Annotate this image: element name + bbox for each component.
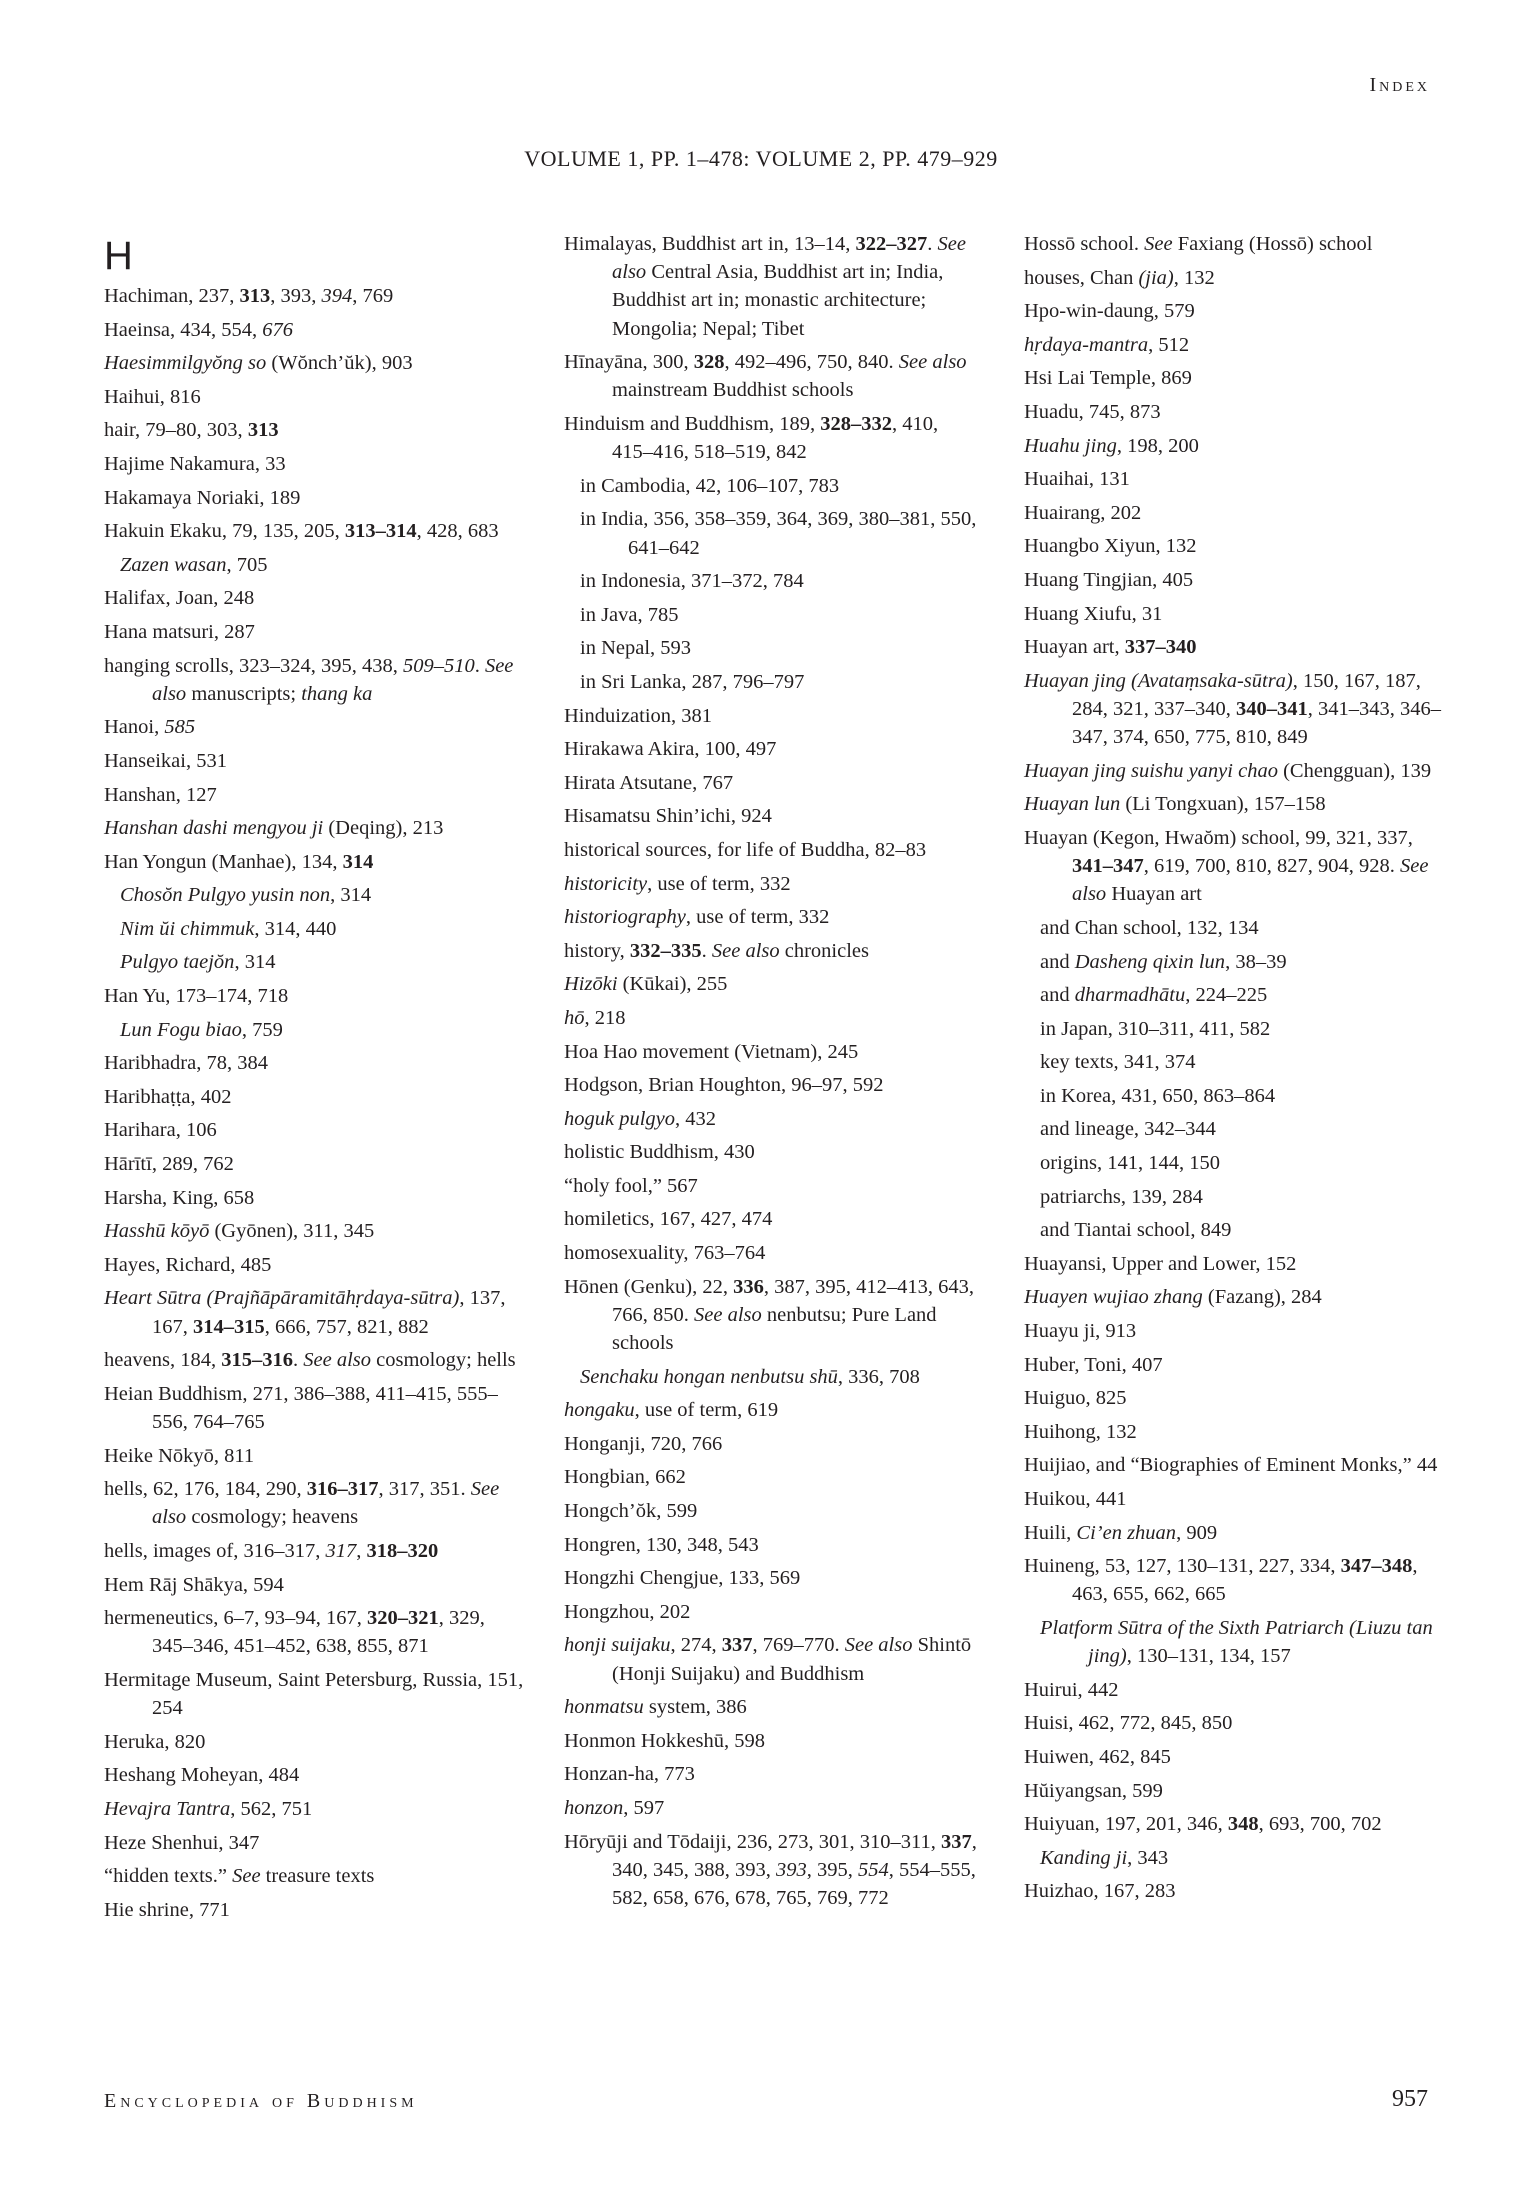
index-subentry: Chosŏn Pulgyo yusin non, 314 bbox=[120, 884, 372, 907]
index-entry: honmatsu system, 386 bbox=[564, 1696, 747, 1719]
page-number: 957 bbox=[1392, 2086, 1428, 2112]
index-entry: Halifax, Joan, 248 bbox=[104, 587, 255, 610]
index-entry: Hermitage Museum, Saint Petersburg, Russia, 151, 254 bbox=[104, 1668, 524, 1720]
index-entry: Haribhadra, 78, 384 bbox=[104, 1052, 268, 1075]
index-entry: Huineng, 53, 127, 130–131, 227, 334, 347–348, 463, 655, 662, 665 bbox=[1024, 1555, 1418, 1606]
index-entry: Huadu, 745, 873 bbox=[1024, 400, 1161, 423]
index-subentry: and Tiantai school, 849 bbox=[1040, 1219, 1232, 1242]
index-entry: Hakuin Ekaku, 79, 135, 205, 313–314, 428, 683 bbox=[104, 520, 499, 543]
index-entry: Huirui, 442 bbox=[1024, 1678, 1119, 1701]
index-entry: honzon, 597 bbox=[564, 1796, 665, 1819]
index-entry: Huber, Toni, 407 bbox=[1024, 1353, 1163, 1376]
index-entry: hermeneutics, 6–7, 93–94, 167, 320–321, 329, 345–346, 451–452, 638, 855, 871 bbox=[104, 1607, 485, 1658]
index-entry: houses, Chan (jia), 132 bbox=[1024, 266, 1215, 289]
index-entry: Hongren, 130, 348, 543 bbox=[564, 1533, 759, 1556]
index-entry: Hpo-win-daung, 579 bbox=[1024, 300, 1195, 323]
index-entry: Hongch’ŏk, 599 bbox=[564, 1500, 698, 1523]
index-entry: Heze Shenhui, 347 bbox=[104, 1831, 260, 1854]
index-entry: Huayan (Kegon, Hwaŏm) school, 99, 321, 337, 341–347, 619, 700, 810, 827, 904, 928. See also Huayan art bbox=[1024, 826, 1429, 906]
index-entry: Honmon Hokkeshū, 598 bbox=[564, 1729, 766, 1752]
index-entry: Huayan jing suishu yanyi chao (Chengguan), 139 bbox=[1024, 759, 1432, 782]
index-entry: Hongzhou, 202 bbox=[564, 1600, 691, 1623]
index-entry: Hsi Lai Temple, 869 bbox=[1024, 367, 1192, 390]
index-entry: Huang Tingjian, 405 bbox=[1024, 568, 1194, 591]
index-subentry: and dharmadhātu, 224–225 bbox=[1040, 984, 1268, 1007]
index-subentry: patriarchs, 139, 284 bbox=[1040, 1185, 1203, 1208]
index-entry: Huayan art, 337–340 bbox=[1024, 636, 1197, 659]
index-subentry: in Indonesia, 371–372, 784 bbox=[580, 570, 804, 593]
index-entry: Hōnen (Genku), 22, 336, 387, 395, 412–413, 643, 766, 850. See also nenbutsu; Pure Land schools bbox=[564, 1275, 974, 1355]
index-entry: Huaihai, 131 bbox=[1024, 468, 1130, 491]
index-subentry: Senchaku hongan nenbutsu shū, 336, 708 bbox=[580, 1365, 920, 1388]
index-entry: Huiyuan, 197, 201, 346, 348, 693, 700, 702 bbox=[1024, 1813, 1382, 1836]
index-subentry: and Chan school, 132, 134 bbox=[1040, 916, 1259, 939]
index-entry: Hanoi, 585 bbox=[104, 716, 196, 739]
index-entry: Haesimmilgyŏng so (Wŏnch’ŭk), 903 bbox=[104, 352, 413, 375]
index-entry: Hossō school. See Faxiang (Hossō) school bbox=[1024, 233, 1373, 255]
section-letter: H bbox=[104, 234, 133, 278]
index-entry: Hachiman, 237, 313, 393, 394, 769 bbox=[104, 285, 394, 307]
index-entry: homiletics, 167, 427, 474 bbox=[564, 1208, 773, 1231]
index-entry: Huayan lun (Li Tongxuan), 157–158 bbox=[1024, 793, 1326, 816]
index-entry: Huangbo Xiyun, 132 bbox=[1024, 535, 1197, 558]
index-entry: Hem Rāj Shākya, 594 bbox=[104, 1573, 284, 1596]
index-entry: Huairang, 202 bbox=[1024, 501, 1142, 524]
index-entry: Hīnayāna, 300, 328, 492–496, 750, 840. See also mainstream Buddhist schools bbox=[564, 351, 967, 402]
index-entry: Himalayas, Buddhist art in, 13–14, 322–327. See also Central Asia, Buddhist art in; India, Buddhist art in; monastic architecture; Mongolia; Nepal; Tibet bbox=[564, 233, 966, 340]
index-entry: Haihui, 816 bbox=[104, 385, 201, 408]
index-entry: honji suijaku, 274, 337, 769–770. See also Shintō (Honji Suijaku) and Buddhism bbox=[564, 1634, 972, 1685]
index-entry: Hārītī, 289, 762 bbox=[104, 1153, 234, 1176]
index-entry: Hevajra Tantra, 562, 751 bbox=[104, 1797, 313, 1820]
index-entry: Huiguo, 825 bbox=[1024, 1387, 1127, 1410]
index-entry: Hongbian, 662 bbox=[564, 1466, 686, 1489]
index-entry: hells, 62, 176, 184, 290, 316–317, 317, 351. See also cosmology; heavens bbox=[104, 1478, 500, 1529]
index-entry: Hizōki (Kūkai), 255 bbox=[564, 973, 728, 996]
index-entry: Hinduism and Buddhism, 189, 328–332, 410, 415–416, 518–519, 842 bbox=[564, 413, 939, 464]
index-entries-col-2 bbox=[564, 230, 984, 1912]
index-entry: Huijiao, and “Biographies of Eminent Monks,” 44 bbox=[1024, 1454, 1438, 1477]
index-subentry: origins, 141, 144, 150 bbox=[1040, 1152, 1220, 1175]
index-subentry: in Nepal, 593 bbox=[580, 637, 692, 660]
index-entry: Hŭiyangsan, 599 bbox=[1024, 1779, 1163, 1802]
index-entry: Huayen wujiao zhang (Fazang), 284 bbox=[1024, 1286, 1322, 1309]
index-entry: hair, 79–80, 303, 313 bbox=[104, 419, 279, 442]
index-subentry: Zazen wasan, 705 bbox=[120, 553, 268, 576]
index-entry: Hōryūji and Tōdaiji, 236, 273, 301, 310–311, 337, 340, 345, 388, 393, 393, 395, 554, 554–555, 582, 658, 676, 678, 765, 769, 772 bbox=[564, 1830, 977, 1909]
index-entry: Huayan jing (Avataṃsaka-sūtra), 150, 167, 187, 284, 321, 337–340, 340–341, 341–343, 346–347, 374, 650, 775, 810, 849 bbox=[1024, 669, 1441, 749]
index-subentry: Pulgyo taejŏn, 314 bbox=[120, 951, 276, 974]
index-entry: historiography, use of term, 332 bbox=[564, 906, 830, 929]
index-entry: Hirata Atsutane, 767 bbox=[564, 771, 734, 794]
index-entry: hells, images of, 316–317, 317, 318–320 bbox=[104, 1540, 439, 1562]
index-subentry: in Korea, 431, 650, 863–864 bbox=[1040, 1084, 1276, 1107]
index-subentry: in Java, 785 bbox=[580, 603, 679, 626]
index-subentry: and lineage, 342–344 bbox=[1040, 1118, 1216, 1141]
index-column-3 bbox=[1024, 230, 1444, 1911]
index-entry: holistic Buddhism, 430 bbox=[564, 1141, 755, 1164]
index-entry: Huikou, 441 bbox=[1024, 1488, 1127, 1510]
index-subentry: in Japan, 310–311, 411, 582 bbox=[1040, 1017, 1271, 1040]
index-entry: hongaku, use of term, 619 bbox=[564, 1399, 779, 1422]
index-entry: Han Yongun (Manhae), 134, 314 bbox=[104, 850, 374, 873]
index-entry: Hirakawa Akira, 100, 497 bbox=[564, 738, 777, 761]
index-entry: Hie shrine, 771 bbox=[104, 1898, 230, 1921]
index-entry: Heike Nōkyō, 811 bbox=[104, 1444, 255, 1467]
index-entry: Hayes, Richard, 485 bbox=[104, 1253, 272, 1276]
index-entry: Hana matsuri, 287 bbox=[104, 620, 255, 643]
index-entry: Hanshan dashi mengyou ji (Deqing), 213 bbox=[104, 817, 444, 840]
index-entry: Heshang Moheyan, 484 bbox=[104, 1764, 300, 1787]
index-entry: Huisi, 462, 772, 845, 850 bbox=[1024, 1712, 1233, 1735]
index-entry: hanging scrolls, 323–324, 395, 438, 509–510. See also manuscripts; thang ka bbox=[104, 654, 514, 705]
index-subentry: and Dasheng qixin lun, 38–39 bbox=[1040, 950, 1287, 973]
index-subentry: in Cambodia, 42, 106–107, 783 bbox=[580, 474, 840, 497]
index-subentry: Nim ŭi chimmuk, 314, 440 bbox=[120, 917, 337, 940]
index-entry: Hinduization, 381 bbox=[564, 704, 713, 727]
index-entry: Hanshan, 127 bbox=[104, 783, 217, 806]
index-entry: Harihara, 106 bbox=[104, 1119, 217, 1142]
index-entry: Honzan-ha, 773 bbox=[564, 1763, 695, 1786]
index-entry: historical sources, for life of Buddha, 82–83 bbox=[564, 838, 927, 861]
volume-range: VOLUME 1, PP. 1–478: VOLUME 2, PP. 479–929 bbox=[524, 146, 998, 171]
index-subentry: key texts, 341, 374 bbox=[1040, 1051, 1196, 1074]
index-entry: Huayansi, Upper and Lower, 152 bbox=[1024, 1252, 1297, 1275]
index-entry: Huahu jing, 198, 200 bbox=[1024, 434, 1199, 457]
index-column-1 bbox=[104, 232, 524, 1929]
index-entry: hṛdaya-mantra, 512 bbox=[1024, 333, 1190, 356]
index-entry: Heian Buddhism, 271, 386–388, 411–415, 555–556, 764–765 bbox=[104, 1382, 498, 1434]
index-entry: Hajime Nakamura, 33 bbox=[104, 452, 286, 475]
index-subentry: in Sri Lanka, 287, 796–797 bbox=[580, 670, 805, 693]
index-entry: Hoa Hao movement (Vietnam), 245 bbox=[564, 1040, 859, 1063]
index-entries-col-3 bbox=[1024, 230, 1444, 1906]
index-entry: Hanseikai, 531 bbox=[104, 749, 227, 772]
index-entry: Hakamaya Noriaki, 189 bbox=[104, 486, 301, 509]
index-entry: Huili, Ci’en zhuan, 909 bbox=[1024, 1521, 1218, 1544]
index-entry: Haeinsa, 434, 554, 676 bbox=[104, 318, 294, 341]
running-head: Index bbox=[1369, 74, 1430, 96]
index-entry: Han Yu, 173–174, 718 bbox=[104, 985, 289, 1008]
index-entry: Harsha, King, 658 bbox=[104, 1186, 255, 1209]
index-entry: Hodgson, Brian Houghton, 96–97, 592 bbox=[564, 1074, 884, 1097]
index-entry: Huiwen, 462, 845 bbox=[1024, 1745, 1171, 1768]
index-entry: historicity, use of term, 332 bbox=[564, 872, 791, 895]
index-entry: Hisamatsu Shin’ichi, 924 bbox=[564, 805, 772, 828]
index-entry: Huizhao, 167, 283 bbox=[1024, 1880, 1176, 1903]
index-subentry: Kanding ji, 343 bbox=[1040, 1846, 1169, 1869]
index-entry: homosexuality, 763–764 bbox=[564, 1242, 766, 1265]
index-entries-col-1 bbox=[104, 282, 524, 1924]
index-subentry: in India, 356, 358–359, 364, 369, 380–381, 550, 641–642 bbox=[580, 508, 977, 559]
book-title-footer: Encyclopedia of Buddhism bbox=[104, 2090, 418, 2112]
index-entry: Honganji, 720, 766 bbox=[564, 1432, 723, 1455]
index-column-2 bbox=[564, 230, 984, 1918]
index-subentry: Platform Sūtra of the Sixth Patriarch (Liuzu tan jing), 130–131, 134, 157 bbox=[1040, 1616, 1433, 1668]
index-entry: hoguk pulgyo, 432 bbox=[564, 1107, 717, 1130]
index-entry: “hidden texts.” See treasure texts bbox=[104, 1865, 375, 1888]
index-entry: Heart Sūtra (Prajñāpāramitāhṛdaya-sūtra), 137, 167, 314–315, 666, 757, 821, 882 bbox=[104, 1287, 506, 1338]
index-entry: Huihong, 132 bbox=[1024, 1420, 1137, 1443]
index-entry: Heruka, 820 bbox=[104, 1730, 206, 1753]
index-entry: hō, 218 bbox=[564, 1006, 626, 1029]
index-entry: Hongzhi Chengjue, 133, 569 bbox=[564, 1567, 801, 1590]
index-entry: Hasshū kōyō (Gyōnen), 311, 345 bbox=[104, 1220, 375, 1243]
index-entry: Huayu ji, 913 bbox=[1024, 1320, 1137, 1343]
index-entry: Huang Xiufu, 31 bbox=[1024, 602, 1163, 625]
index-subentry: Lun Fogu biao, 759 bbox=[120, 1018, 283, 1041]
index-entry: “holy fool,” 567 bbox=[564, 1174, 698, 1197]
index-entry: Haribhaṭṭa, 402 bbox=[104, 1085, 232, 1108]
index-entry: heavens, 184, 315–316. See also cosmology; hells bbox=[104, 1349, 516, 1372]
index-entry: history, 332–335. See also chronicles bbox=[564, 939, 869, 962]
